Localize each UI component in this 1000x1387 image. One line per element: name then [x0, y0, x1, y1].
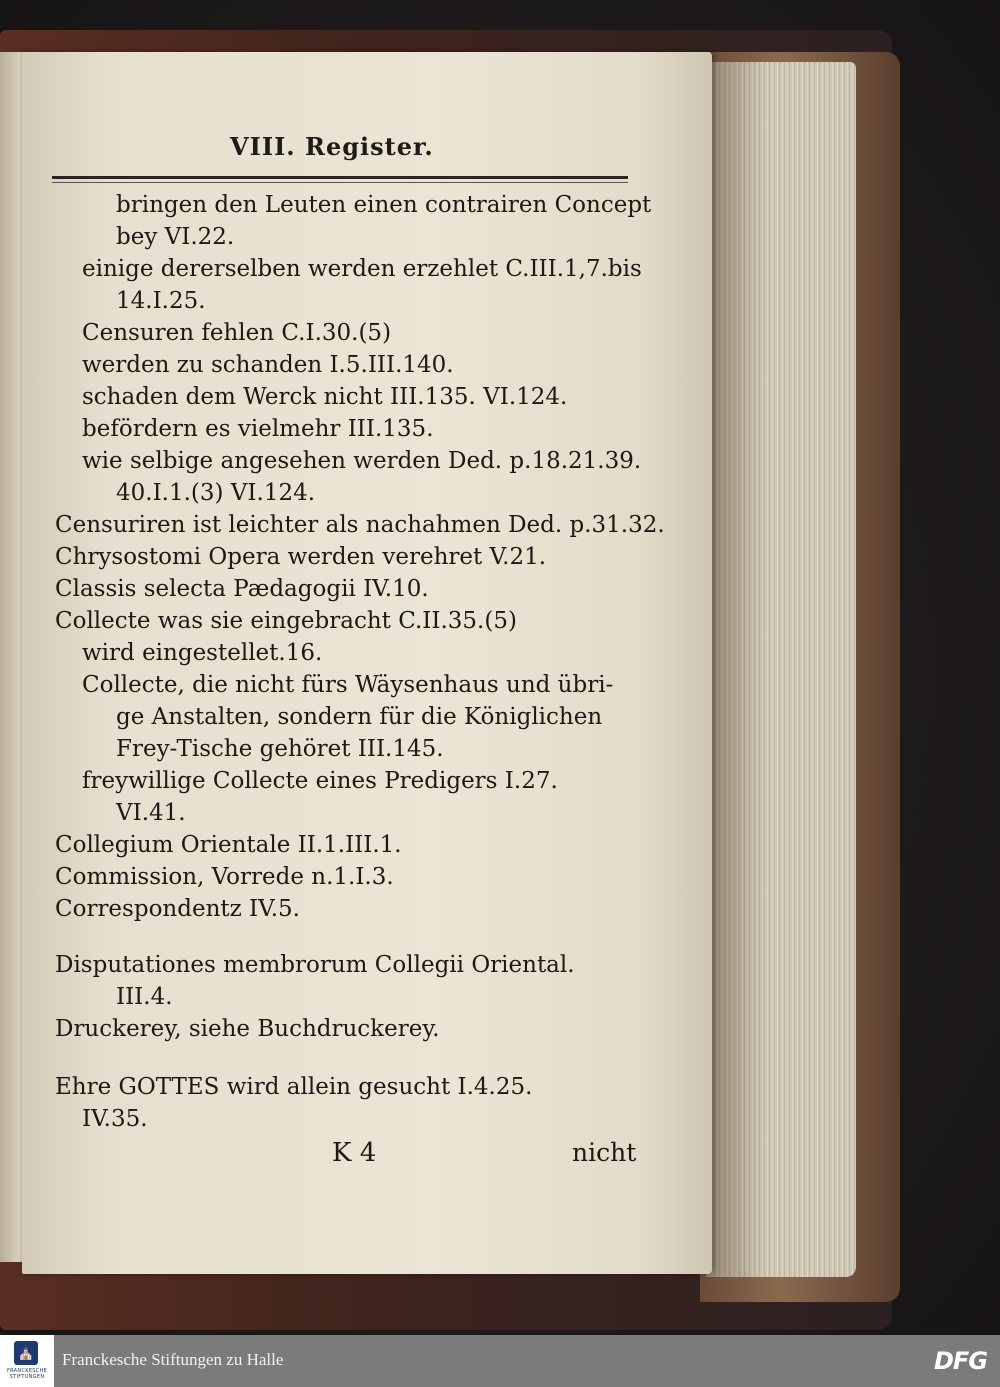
register-line: Commission, Vorrede n.1.I.3. [55, 864, 394, 890]
fore-edge-shadow [706, 62, 766, 1277]
viewer-footer-bar [0, 1335, 1000, 1387]
register-line: Disputationes membrorum Collegii Oriental. [55, 952, 575, 978]
register-line: 14.I.25. [116, 288, 206, 314]
header-rule [52, 176, 628, 179]
register-line: Censuren fehlen C.I.30.(5) [82, 320, 392, 346]
register-line: Collecte was sie eingebracht C.II.35.(5) [55, 608, 517, 634]
register-line: IV.35. [82, 1106, 148, 1132]
register-line: Frey-Tische gehöret III.145. [116, 736, 444, 762]
register-line: Collecte, die nicht fürs Wäysenhaus und übri- [82, 672, 614, 698]
register-line: werden zu schanden I.5.III.140. [82, 352, 454, 378]
register-line: VI.41. [116, 800, 186, 826]
register-line: einige dererselben werden erzehlet C.III.1,7.bis [82, 256, 642, 282]
signature-mark: K 4 [332, 1138, 377, 1168]
dfg-logo[interactable]: DFG [934, 1347, 988, 1375]
register-line: bey VI.22. [116, 224, 235, 250]
register-line: Collegium Orientale II.1.III.1. [55, 832, 402, 858]
register-line: Chrysostomi Opera werden verehret V.21. [55, 544, 547, 570]
franckesche-logo-icon: ⛪ [14, 1341, 38, 1365]
register-line: Censuriren ist leichter als nachahmen Ded. p.31.32. [55, 512, 665, 538]
register-line: Druckerey, siehe Buchdruckerey. [55, 1016, 440, 1042]
register-line: bringen den Leuten einen contrairen Concept [116, 192, 652, 218]
register-line: befördern es vielmehr III.135. [82, 416, 434, 442]
register-line: wird eingestellet.16. [82, 640, 323, 666]
register-line: freywillige Collecte eines Predigers I.27. [82, 768, 558, 794]
register-line: III.4. [116, 984, 173, 1010]
register-line: ge Anstalten, sondern für die Königlichen [116, 704, 603, 730]
logo-text: FRANCKESCHE STIFTUNGEN [6, 1368, 48, 1380]
header-rule-thin [52, 182, 628, 183]
register-line: Ehre GOTTES wird allein gesucht I.4.25. [55, 1074, 533, 1100]
register-line: Classis selecta Pædagogii IV.10. [55, 576, 429, 602]
register-line: schaden dem Werck nicht III.135. VI.124. [82, 384, 568, 410]
register-line: Correspondentz IV.5. [55, 896, 300, 922]
institution-logo[interactable] [0, 1335, 54, 1387]
catchword: nicht [572, 1138, 637, 1167]
institution-name: Franckesche Stiftungen zu Halle [62, 1350, 284, 1369]
page-header: VIII. Register. [230, 132, 434, 161]
register-line: wie selbige angesehen werden Ded. p.18.21.39. [82, 448, 642, 474]
register-line: 40.I.1.(3) VI.124. [116, 480, 316, 506]
